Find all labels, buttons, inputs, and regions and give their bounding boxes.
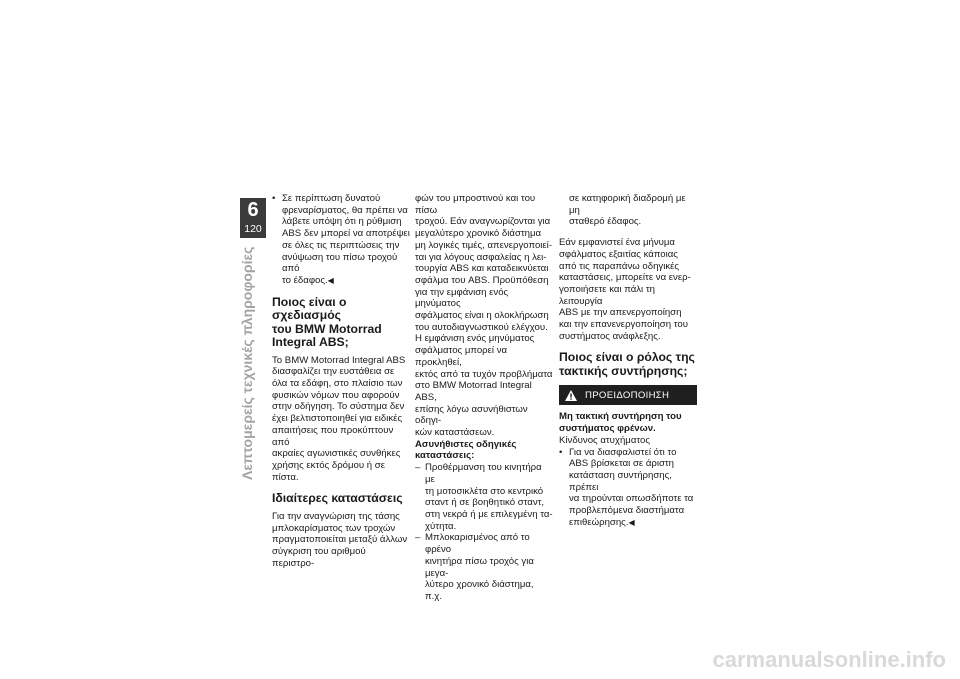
- warning-subtitle: Κίνδυνος ατυχήματος: [559, 434, 650, 446]
- text-line: ABS δεν μπορεί να αποτρέψει: [282, 228, 410, 240]
- paragraph: Το BMW Motorrad Integral ABS διασφαλίζει την ευστάθεια σε όλα τα εδάφη, στο πλαίσιο των φυσικών νόμων που αφορούν στην οδήγηση. Το σύστημα δεν έχει βελτιστοποιηθεί για ειδικές απαιτήσεις που προκύπτουν από ακραίες αγωνιστικές συνθήκες χρήσης εκτός δρόμου ή σε πίστα.: [272, 354, 406, 483]
- list-item: – Μπλοκαρισμένος από το φρένο κινητήρα πίσω τροχός για μεγα- λύτερο χρονικό διάστημα, π.χ.: [415, 532, 534, 602]
- text-line: το έδαφος.◀: [282, 274, 334, 286]
- side-chapter-title: Λεπτομερείς τεχνικές πληροφορίες: [239, 246, 255, 480]
- text-line: Σε περίπτωση δυνατού: [282, 193, 381, 204]
- paragraph: Εάν εμφανιστεί ένα μήνυμα σφάλματος εξαιτίας κάποιας από τις παραπάνω οδηγικές καταστάσεις, μπορείτε να ενερ- γοποιήσετε και πάλι τη λειτουργία ABS με την απενεργοποίηση και την επανενεργοποίηση του συστήματος ανάφλεξης.: [559, 237, 691, 342]
- text-line: λάβετε υπόψη ότι η ρύθμιση: [282, 216, 402, 228]
- dash-mark: –: [415, 532, 421, 544]
- text-line: σε όλες τις περιπτώσεις την: [282, 239, 400, 251]
- list-item: • Για να διασφαλιστεί ότι το ABS βρίσκεται σε άριστη κατάσταση συντήρησης, πρέπει να τηρούνται οπωσδήποτε τα προβλεπόμενα διαστήματα επιθεώρησης.◀: [559, 446, 694, 528]
- dash-mark: –: [415, 462, 421, 474]
- sub-heading: Ασυνήθιστες οδηγικές καταστάσεις:: [415, 438, 517, 462]
- page-number: 120: [244, 223, 262, 235]
- end-mark-icon: ◀: [327, 275, 334, 285]
- column-1: [272, 193, 410, 569]
- chapter-number: 6: [247, 199, 259, 221]
- warning-box: [559, 385, 697, 405]
- paragraph: Η εμφάνιση ενός μηνύματος σφάλματος μπορεί να προκληθεί, εκτός από τα τυχόν προβλήματα στο BMW Motorrad Integral ABS, επίσης λόγω ασυνήθιστων οδηγι- κών καταστάσεων.: [415, 333, 553, 439]
- section-heading: Ποιος είναι ο σχεδιασμός του BMW Motorrad Integral ABS;: [272, 294, 382, 350]
- warning-heading: Μη τακτική συντήρηση του συστήματος φρένων.: [559, 411, 682, 435]
- paragraph: σε κατηφορική διαδρομή με μη σταθερό έδαφος.: [569, 193, 686, 228]
- list-item: – Προθέρμανση του κινητήρα με τη μοτοσικλέτα στο κεντρικό σταντ ή σε βοηθητικό σταντ, στη νεκρά ή με επιλεγμένη τα- χύτητα.: [415, 462, 553, 532]
- text-line: φρεναρίσματος, θα πρέπει να: [282, 204, 408, 216]
- text-line: ανύψωση του πίσω τροχού από: [282, 251, 398, 275]
- paragraph: φών του μπροστινού και του πίσω τροχού. Εάν αναγνωρίζονται για μεγαλύτερο χρονικό διάστημα μη λογικές τιμές, απενεργοποιεί- ται για λόγους ασφαλείας η λει- τουργία ABS και καταδεικνύεται σφάλμα του ABS. Προϋπόθεση για την εμφάνιση ενός μηνύματος σφάλματος είναι η ολοκλήρωση του αυτοδιαγνωστικού ελέγχου.: [415, 193, 553, 333]
- warning-label: ΠΡΟΕΙΔΟΠΟΙΗΣΗ: [585, 389, 670, 401]
- column-3: [559, 193, 697, 528]
- section-heading: Ποιος είναι ο ρόλος της τακτικής συντήρησης;: [559, 350, 695, 378]
- bullet-mark: •: [559, 446, 563, 458]
- section-heading: Ιδιαίτερες καταστάσεις: [272, 491, 403, 506]
- column-2: [415, 193, 553, 603]
- paragraph: Για την αναγνώριση της τάσης μπλοκαρίσματος των τροχών πραγματοποιείται μεταξύ άλλων σύγκριση του αριθμού περιστρο-: [272, 510, 408, 569]
- warning-triangle-icon: [565, 390, 577, 401]
- watermark: carmanualsonline.info: [712, 647, 946, 672]
- list-item: [272, 193, 410, 287]
- end-mark-icon: ◀: [628, 517, 635, 527]
- bullet-mark: •: [272, 193, 276, 204]
